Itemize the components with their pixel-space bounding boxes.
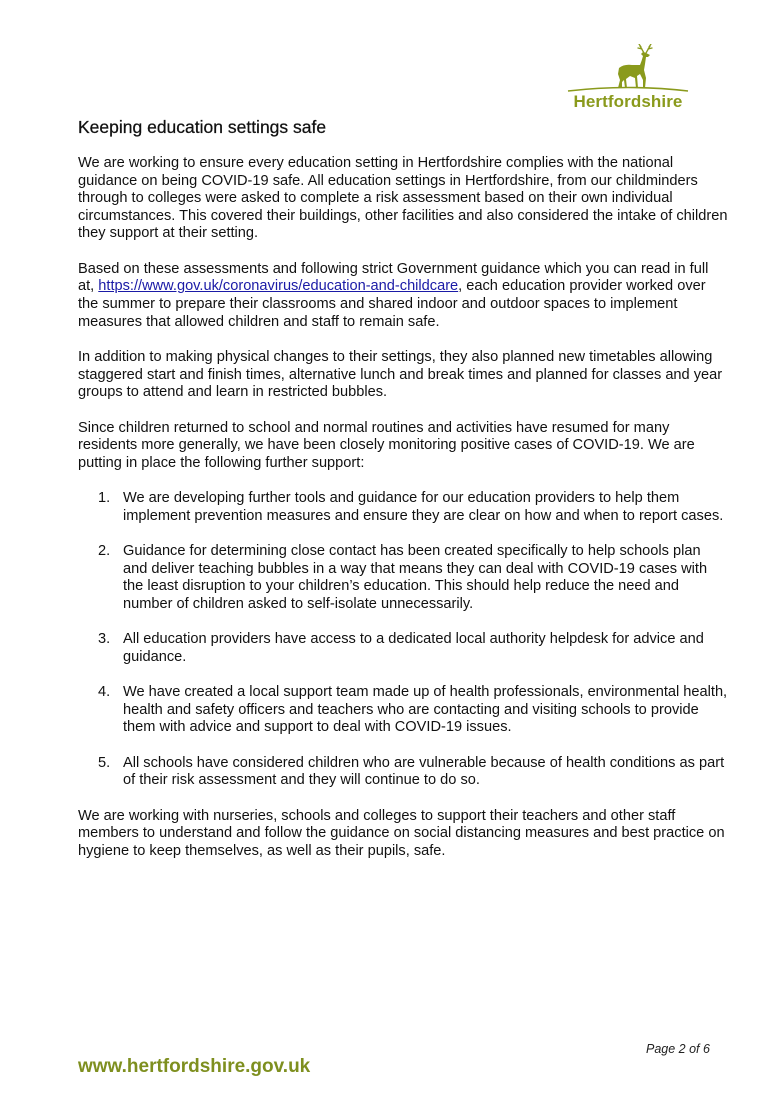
list-item-text: We are developing further tools and guidance for our education providers to help them implement prevention measures and ensure they are clear on how and when to report cases. [123, 490, 724, 524]
list-item-text: We have created a local support team made up of health professionals, environmental health, health and safety officers and teachers who are contacting and visiting schools to provide them with advice and support to deal with COVID-19 issues. [123, 684, 728, 736]
list-item-text: All education providers have access to a dedicated local authority helpdesk for advice and guidance. [123, 631, 704, 665]
list-item-text: All schools have considered children who are vulnerable because of health conditions as part of their risk assessment and they will continue to do so. [123, 754, 725, 789]
support-list [78, 490, 728, 790]
hertfordshire-logo [566, 44, 690, 114]
list-item [78, 543, 728, 613]
list-item-number: 5. [98, 754, 111, 771]
paragraph-closing: We are working with nurseries, schools and colleges to support their teachers and other staff members to understand and follow the guidance on social distancing measures and best practice on hygiene to keep themselves, as well as their pupils, safe. [78, 807, 725, 859]
page-title: Keeping education settings safe [78, 117, 327, 137]
list-item-number: 2. [98, 543, 111, 560]
list-item [78, 755, 728, 790]
page-number: Page 2 of 6 [646, 1042, 710, 1056]
paragraph-assessments [78, 261, 728, 331]
paragraph-assessments-text-1: Based on these assessments and following strict Government guidance which you can read in full at, [78, 260, 709, 295]
list-item-number: 4. [98, 684, 111, 701]
list-item-number: 3. [98, 631, 111, 648]
document-body [78, 155, 728, 878]
footer-website-url[interactable]: www.hertfordshire.gov.uk [78, 1056, 311, 1077]
stag-icon [566, 44, 690, 96]
paragraph-monitoring: Since children returned to school and normal routines and activities have resumed for many residents more generally, we have been closely monitoring positive cases of COVID-19. We are putting in place the following further support: [78, 419, 695, 471]
paragraph-intro: We are working to ensure every education setting in Hertfordshire complies with the national guidance on being COVID-19 safe. All education settings in Hertfordshire, from our childminders through to colleges were asked to complete a risk assessment based on their own individual circumstances. This covered their buildings, other facilities and also considered the intake of children they support at their setting. [78, 155, 728, 242]
list-item-text: Guidance for determining close contact has been created specifically to help schools plan and deliver teaching bubbles in a way that means they can deal with COVID-19 cases with the least disruption to your children’s education. This should help reduce the need and number of children asked to self-isolate unnecessarily. [123, 543, 708, 612]
paragraph-timetables: In addition to making physical changes to their settings, they also planned new timetables allowing staggered start and finish times, alternative lunch and break times and planned for classes and year groups to attend and learn in restricted bubbles. [78, 348, 723, 401]
logo-text: Hertfordshire [573, 92, 683, 111]
list-item [78, 631, 728, 666]
list-item [78, 684, 728, 737]
gov-guidance-link[interactable]: https://www.gov.uk/coronavirus/education-and-childcare [98, 278, 459, 295]
list-item-number: 1. [98, 490, 111, 507]
paragraph-assessments-text-2: , each education provider worked over the summer to prepare their classrooms and shared indoor and outdoor spaces to implement measures that allowed children and staff to remain safe. [78, 278, 706, 330]
list-item [78, 490, 728, 525]
